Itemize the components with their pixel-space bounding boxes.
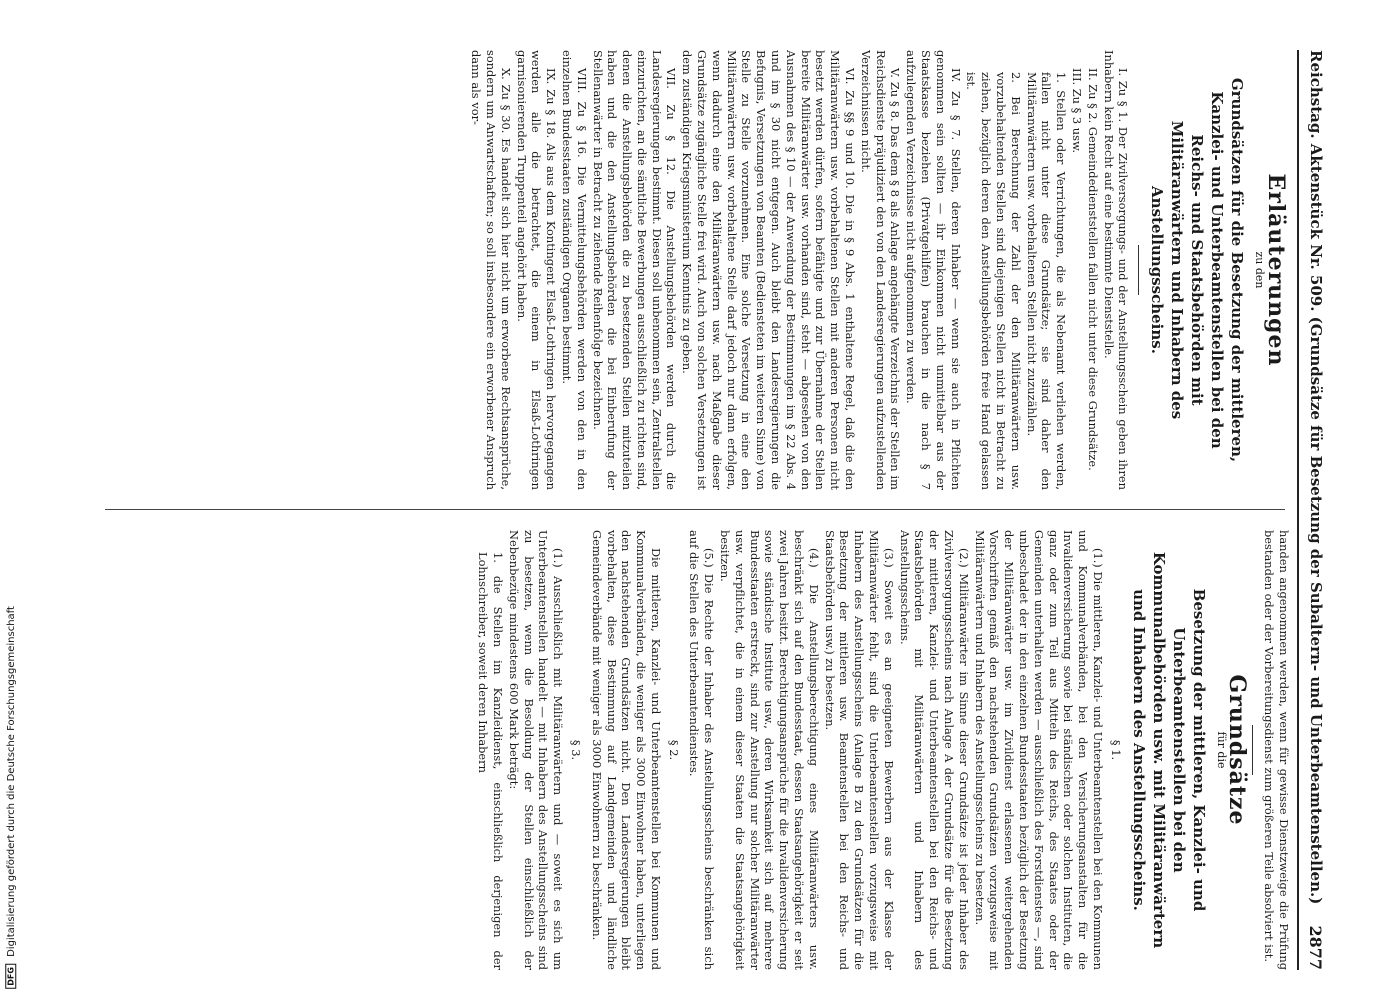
left-zu-den: zu den xyxy=(1253,251,1267,289)
running-head: Reichstag. Aktenstück Nr. 509. (Grundsätze für Besetzung der Subaltern- und Unterbeamtenstellen.) xyxy=(1307,50,1325,905)
paragraph-item: 2. Bei Berechnung der Zahl der den Militäranwärtern usw. vorzubehaltenden Stellen sind diejenigen Stellen nicht in Betracht zu ziehen, bezüglich deren den Anstellungsbehörden freie Hand gelassen ist. xyxy=(964,72,1023,490)
paragraph: II. Zu § 2. Gemeindedienststellen fallen nicht unter diese Grundsätze. xyxy=(1085,68,1100,471)
paragraph: (3.) Soweit es an geeigneten Bewerbern aus der Klasse der Militäranwärter fehlt, sind die Unterbeamtenstellen vorzugsweise mit Inhabern des Anstellungsscheins (Anlage B zu den Grundsätzen für die Besetzung der mittleren usw. Beamtenstellen bei den Reichs- und Staatsbehörden usw.) zu besetzen. xyxy=(822,530,896,970)
paragraph: (2.) Militäranwärter im Sinne dieser Grundsätze ist jeder Inhaber des Zivilversorgungsscheins nach Anlage A der Grundsätze für die Besetzung der mittleren, Kanzlei- und Unterbeamtenstellen bei den Reichs- und Staatsbehörden mit Militäranwärtern und Inhabern des Anstellungsscheins. xyxy=(897,530,971,970)
paragraph: VII. Zu § 12. Die Anstellungsbehörden werden durch die Landesregierungen bestimmt. Diesen soll unbenommen sein, Zentralstellen einzurichten, an die sämtliche Bewerbungen ausschließlich zu richten sind, denen die Anstellungsbehörden die zu besetzenden Stellen mitzuteilen haben und die den Anstellungsbehörden die bei Einberufung der Stellenanwärter in Betracht zu ziehende Reihenfolge bezeichnen. xyxy=(590,50,679,490)
paragraph: X. Zu § 30. Es handelt sich hier nicht um erworbene Rechtsansprüche, sondern um Anwartschaften; so soll insbesondere ein erworbener Anspruch dann als vor- xyxy=(469,50,513,490)
rotated-document-page xyxy=(75,40,1335,980)
paragraph: (5.) Die Rechte der Inhaber des Anstellungsscheins beschränken sich auf die Stellen des Unterbeamtendienstes. xyxy=(687,530,717,970)
page-header xyxy=(1297,50,1329,970)
left-subtitle: Grundsätzen für die Besetzung der mittleren, Kanzlei- und Unterbeamtenstellen bei den Reichs- und Staatsbehörden mit Militäranwärtern und Inhabern des Anstellungsscheins. xyxy=(1148,77,1247,463)
continuation-paragraph: handen angenommen werden, wenn für gewisse Dienstzweige die Prüfung bestanden oder der Vorbereitungsdienst zum größeren Teile absolviert ist. xyxy=(1262,530,1291,970)
section-heading-3: § 3. xyxy=(568,739,583,761)
right-column xyxy=(91,530,1291,970)
paragraph: (1.) Die mittleren, Kanzlei- und Unterbeamtenstellen bei den Kommunen und Kommunalverbänden, bei den Versicherungsanstalten für die Invalidenversicherung sowie bei ständischen oder solchen Instituten, die ganz oder zum Teil aus Mitteln des Reichs, des Staates oder der Gemeinden unterhalten werden — ausschließlich des Forstdienstes —, sind unbeschadet der in den einzelnen Bundesstaaten bezüglich der Besetzung der Militäranwärter usw. im Zivildienst erlassenen weitergehenden Vorschriften gemäß den nachstehenden Grundsätzen vorzugsweise mit Militäranwärtern und Inhabern des Anstellungsscheins zu besetzen. xyxy=(972,530,1106,970)
paragraph: (4.) Die Anstellungsberechtigung eines Militäranwärters usw. beschränkt sich auf den Bundesstaat, dessen Staatsangehörigkeit er seit zwei Jahren besitzt. Berechtigungsansprüche für die Invalidenversicherung sowie ständische Institute usw., deren Wirksamkeit sich auf mehrere Bundesstaaten erstreckt, sind zur Anstellung nur solcher Militäranwärter usw. verpflichtet, die in einem dieser Staaten die Staatsangehörigkeit besitzen. xyxy=(718,530,821,970)
separator-rule xyxy=(1252,725,1253,775)
paragraph: I. Zu § 1. Der Zivilversorgungs- und der Anstellungsschein geben ihren Inhabern kein Recht auf eine bestimmte Dienststelle. xyxy=(1101,50,1131,490)
column-divider xyxy=(105,509,1285,510)
paragraph: IX. Zu § 18. Als aus dem Kontingent Elsaß-Lothringen hervorgegangen werden alle die betrachtet, die einem in Elsaß-Lothringen garnisonierenden Truppenteil angehört haben. xyxy=(514,50,559,490)
left-title: Erläuterungen xyxy=(1263,173,1289,367)
page-number: 2877 xyxy=(1306,925,1325,970)
paragraph: III. Zu § 3 usw. xyxy=(1070,68,1085,153)
paragraph: Die mittleren, Kanzlei- und Unterbeamtenstellen bei Kommunen und Kommunalverbänden, die weniger als 3000 Einwohner haben, unterliegen den nachstehenden Grundsätzen nicht. Den Landesregierungen bleibt vorbehalten, diese Bestimmung auf Landgemeinden und ländliche Gemeindeverbände mit weniger als 3000 Einwohnern zu beschränken. xyxy=(589,530,663,970)
paragraph-item: 1. Stellen oder Verrichtungen, die als Nebenamt verliehen werden, fallen nicht unter diese Grundsätze; sie sind daher den Militäranwärtern usw. vorbehaltenen Stellen nicht zuzuzählen. xyxy=(1024,72,1069,490)
section-heading-1: § 1. xyxy=(1108,739,1123,761)
scanned-page-area xyxy=(75,40,1335,980)
digitization-credit xyxy=(0,0,22,1000)
right-title: Grundsätze xyxy=(1224,674,1251,826)
credit-text-rotated xyxy=(5,9,17,989)
paragraph: V. Zu § 8. Das dem § 8 als Anlage angehängte Verzeichnis der Stellen im Reichsdienste präjudiziert den von den Landesregierungen aufzustellenden Verzeichnissen nicht. xyxy=(858,50,903,490)
paragraph: (1.) Ausschließlich mit Militäranwärtern und — soweit es sich um Unterbeamtenstellen handelt — mit Inhabern des Anstellungsscheins sind zu besetzen, wenn die Besoldung der Stellen einschließlich der Nebenbezüge mindestens 600 Mark beträgt: xyxy=(506,530,566,970)
credit-label: Digitalisierung gefördert durch die Deutsche Forschungsgemeinschaft xyxy=(5,606,17,957)
right-subtitle: Besetzung der mittleren, Kanzlei- und Unterbeamtenstellen bei den Kommunalbehörden usw. mit Militäranwärtern und Inhabern des Anstellungsscheins. xyxy=(1129,551,1208,949)
paragraph-item: 1. die Stellen im Kanzleidienst, einschließlich derjenigen der Lohnschreiber, soweit deren Inhabern xyxy=(476,552,505,970)
dfg-logo-icon: DFG xyxy=(5,964,16,989)
left-column xyxy=(91,50,1291,490)
right-fuer-die: für die xyxy=(1214,731,1228,769)
paragraph: VI. Zu §§ 9 und 10. Die in § 9 Abs. 1 enthaltene Regel, daß die den Militäranwärtern usw. vorbehaltenen Stellen mit anderen Personen nicht besetzt werden dürfen, sofern befähigte und zur Übernahme der Stellen bereite Militäranwärter usw. vorhanden sind, steht — abgesehen von den Ausnahmen des § 10 — der Anwendung der Bestimmungen im § 22 Abs. 4 und im § 30 nicht entgegen. Auch bleibt den Landesregierungen die Befugnis, Versetzungen von Beamten (Bediensteten im weiteren Sinne) von Stelle zu Stelle vorzunehmen. Eine solche Versetzung in eine den Militäranwärtern usw. vorbehaltene Stelle darf jedoch nur dann erfolgen, wenn dadurch eine den Militäranwärtern usw. nach Maßgabe dieser Grundsätze zugängliche Stelle frei wird. Auch von solchen Versetzungen ist dem zuständigen Kriegsministerium Kenntnis zu geben. xyxy=(680,50,858,490)
separator-rule xyxy=(1138,245,1139,295)
section-heading-2: § 2. xyxy=(666,739,681,761)
paragraph: VIII. Zu § 16. Die Vermittelungsbehörden werden von den in den einzelnen Bundesstaaten zuständigen Organen bestimmt. xyxy=(559,50,589,490)
paragraph: IV. Zu § 7. Stellen, deren Inhaber — wenn sie auch in Pflichten genommen sein sollten — ihr Einkommen nicht unmittelbar aus der Staatskasse beziehen (Privatgehilfen) brauchen in die nach § 7 aufzulegenden Verzeichnisse nicht aufgenommen zu werden. xyxy=(904,50,963,490)
